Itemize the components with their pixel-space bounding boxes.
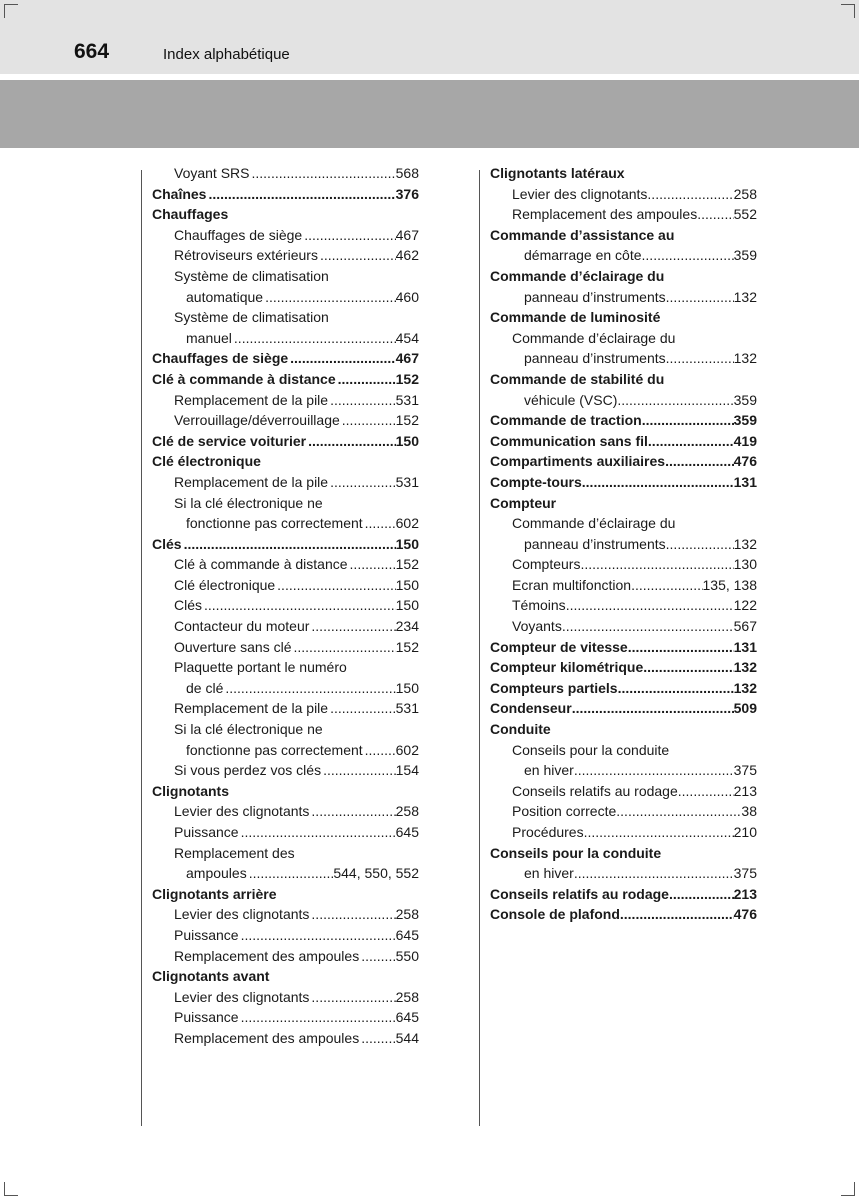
dot-leader xyxy=(562,616,734,637)
index-entry xyxy=(152,493,419,514)
index-entry xyxy=(152,904,419,925)
index-entry xyxy=(490,225,757,246)
page-reference: 476 xyxy=(733,453,757,470)
dot-leader xyxy=(574,863,734,884)
crop-mark xyxy=(854,4,855,18)
index-term: Remplacement de la pile xyxy=(174,700,329,717)
index-term: Levier des clignotants xyxy=(174,803,310,820)
index-entry xyxy=(490,369,757,390)
page-reference: 550 xyxy=(395,947,419,964)
index-term: Clé électronique xyxy=(174,576,276,593)
index-term: Clignotants avant xyxy=(152,968,270,985)
dot-leader xyxy=(275,575,395,596)
index-entry xyxy=(152,843,419,864)
dot-leader xyxy=(620,904,734,925)
page-reference: 258 xyxy=(395,803,419,820)
page-reference: 462 xyxy=(395,247,419,264)
page-reference: 210 xyxy=(733,824,757,840)
page-reference: 130 xyxy=(733,556,757,573)
dot-leader xyxy=(616,801,741,822)
index-entry xyxy=(152,266,419,287)
index-term: véhicule (VSC) xyxy=(524,391,618,408)
index-entry xyxy=(490,616,757,637)
index-entry xyxy=(152,946,419,967)
index-term: Clignotants arrière xyxy=(152,885,277,902)
dot-leader xyxy=(263,287,396,308)
index-term: Commande de traction xyxy=(490,412,642,429)
index-term: Système de climatisation xyxy=(174,267,329,284)
crop-mark xyxy=(841,1195,855,1196)
page-reference: 150 xyxy=(395,679,419,696)
index-term: Conseils pour la conduite xyxy=(490,844,662,861)
page-reference: 152 xyxy=(395,370,419,387)
page-reference: 152 xyxy=(395,556,419,573)
index-term: Commande de stabilité du xyxy=(490,370,665,387)
page-reference: 568 xyxy=(395,165,419,181)
index-term: Levier des clignotants xyxy=(174,988,310,1005)
index-term: Clés xyxy=(174,597,203,614)
index-entry xyxy=(490,328,757,349)
index-term: Plaquette portant le numéro xyxy=(174,659,347,676)
page-reference: 531 xyxy=(395,391,419,408)
index-term: Remplacement des ampoules xyxy=(174,1029,360,1046)
crop-mark xyxy=(854,1182,855,1196)
index-term: Ouverture sans clé xyxy=(174,638,292,655)
index-entry xyxy=(490,719,757,740)
index-term: Compteur de vitesse xyxy=(490,638,628,655)
index-term: Compteurs partiels xyxy=(490,679,618,696)
page-reference: 132 xyxy=(733,679,757,696)
index-entry xyxy=(152,1028,419,1049)
dot-leader xyxy=(359,1028,395,1049)
dot-leader xyxy=(582,472,734,493)
index-entry xyxy=(152,863,419,884)
dot-leader xyxy=(566,595,734,616)
page-reference: 419 xyxy=(733,432,757,449)
dot-leader xyxy=(328,472,396,493)
dot-leader xyxy=(665,451,734,472)
index-entry xyxy=(152,595,419,616)
index-term: Chauffages xyxy=(152,206,229,223)
index-entry xyxy=(152,925,419,946)
index-entry xyxy=(490,678,757,699)
dot-leader xyxy=(309,987,395,1008)
dot-leader xyxy=(309,904,395,925)
dot-leader xyxy=(328,390,396,411)
index-entry xyxy=(152,245,419,266)
index-entry xyxy=(152,657,419,678)
dot-leader xyxy=(250,163,396,184)
page-reference: 132 xyxy=(733,659,757,676)
index-entry xyxy=(490,513,757,534)
page-reference: 376 xyxy=(395,185,419,202)
dot-leader xyxy=(202,595,396,616)
index-entry xyxy=(490,431,757,452)
page-reference: 645 xyxy=(395,926,419,943)
index-entry xyxy=(152,328,419,349)
page-number: 664 xyxy=(74,40,110,63)
index-entry xyxy=(490,307,757,328)
crop-mark xyxy=(4,1195,18,1196)
dot-leader xyxy=(302,225,395,246)
index-entry xyxy=(490,554,757,575)
index-entry xyxy=(152,554,419,575)
page-reference: 531 xyxy=(395,700,419,717)
column-rule-middle xyxy=(479,170,480,1126)
index-entry xyxy=(490,595,757,616)
page-reference: 132 xyxy=(733,350,757,367)
dot-leader xyxy=(288,348,395,369)
index-entry xyxy=(152,822,419,843)
index-term: Contacteur du moteur xyxy=(174,618,310,635)
page-reference: 454 xyxy=(395,329,419,346)
index-term: Conduite xyxy=(490,721,551,738)
index-term: Compteurs xyxy=(512,556,581,573)
index-entry xyxy=(490,657,757,678)
index-term: Levier des clignotants xyxy=(512,185,648,202)
index-entry xyxy=(490,204,757,225)
page-reference: 213 xyxy=(733,885,757,902)
index-term: Chauffages de siège xyxy=(174,226,303,243)
page-reference: 359 xyxy=(733,247,757,264)
index-term: Remplacement des ampoules xyxy=(174,947,360,964)
index-entry xyxy=(152,513,419,534)
dot-leader xyxy=(580,554,733,575)
dot-leader xyxy=(631,575,702,596)
page-reference: 467 xyxy=(395,226,419,243)
index-term: en hiver xyxy=(524,762,574,779)
page-reference: 375 xyxy=(733,762,757,779)
index-entry xyxy=(152,410,419,431)
index-entry xyxy=(152,1007,419,1028)
page-reference: 359 xyxy=(733,412,757,429)
index-entry xyxy=(490,637,757,658)
index-entry xyxy=(490,472,757,493)
index-term: Condenseur xyxy=(490,700,572,717)
index-entry xyxy=(490,348,757,369)
index-entry xyxy=(152,719,419,740)
index-term: Remplacement de la pile xyxy=(174,391,329,408)
index-term: démarrage en côte xyxy=(524,247,642,264)
crop-mark xyxy=(4,1182,5,1196)
dot-leader xyxy=(336,369,396,390)
page-reference: 544, 550, 552 xyxy=(333,865,419,882)
index-entry xyxy=(490,287,757,308)
page-reference: 467 xyxy=(395,350,419,367)
index-entry xyxy=(152,225,419,246)
index-entry xyxy=(490,410,757,431)
page-reference: 38 xyxy=(741,803,757,820)
index-entry xyxy=(152,678,419,699)
dot-leader xyxy=(666,348,734,369)
dot-leader xyxy=(239,1007,396,1028)
index-term: Système de climatisation xyxy=(174,309,329,326)
index-entry xyxy=(152,307,419,328)
index-term: Commande de luminosité xyxy=(490,309,661,326)
index-entry xyxy=(152,801,419,822)
index-term: Remplacement des xyxy=(174,844,295,861)
dot-leader xyxy=(628,637,734,658)
index-term: Remplacement des ampoules xyxy=(512,206,698,223)
index-term: Conseils relatifs au rodage xyxy=(490,885,669,902)
index-entry xyxy=(490,493,757,514)
dot-leader xyxy=(574,760,734,781)
page-reference: 476 xyxy=(733,906,757,923)
page-reference: 132 xyxy=(733,288,757,305)
dot-leader xyxy=(321,760,396,781)
dot-leader xyxy=(669,884,734,905)
page-reference: 258 xyxy=(395,906,419,923)
dot-leader xyxy=(642,245,734,266)
index-term: ampoules xyxy=(186,865,247,882)
dot-leader xyxy=(359,946,395,967)
dot-leader xyxy=(292,637,396,658)
page-reference: 131 xyxy=(733,638,757,655)
index-entry xyxy=(152,287,419,308)
crop-mark xyxy=(841,4,855,5)
index-entry xyxy=(490,266,757,287)
dot-leader xyxy=(678,781,734,802)
index-term: Levier des clignotants xyxy=(174,906,310,923)
index-term: de clé xyxy=(186,679,224,696)
index-entry xyxy=(152,369,419,390)
index-entry xyxy=(490,451,757,472)
index-entry xyxy=(152,616,419,637)
dot-leader xyxy=(363,740,396,761)
index-term: Clé à commande à distance xyxy=(174,556,348,573)
index-entry xyxy=(490,822,757,843)
page-reference: 531 xyxy=(395,473,419,490)
index-term: Verrouillage/déverrouillage xyxy=(174,412,340,429)
index-entry xyxy=(490,843,757,864)
dot-leader xyxy=(306,431,396,452)
index-entry xyxy=(490,740,757,761)
page-reference: 213 xyxy=(733,782,757,799)
dot-leader xyxy=(247,863,334,884)
index-term: panneau d’instruments. xyxy=(524,288,670,305)
dot-leader xyxy=(348,554,396,575)
index-entry xyxy=(490,781,757,802)
dot-leader xyxy=(617,390,733,411)
page-reference: 544 xyxy=(395,1029,419,1046)
index-term: Chaînes xyxy=(152,185,207,202)
page-reference: 152 xyxy=(395,638,419,655)
index-entry xyxy=(490,884,757,905)
dot-leader xyxy=(572,698,734,719)
index-entry xyxy=(152,431,419,452)
page-reference: 645 xyxy=(395,824,419,840)
index-entry xyxy=(152,740,419,761)
index-term: Console de plafond xyxy=(490,906,620,923)
dot-leader xyxy=(309,801,395,822)
index-term: Clignotants xyxy=(152,782,229,799)
index-entry xyxy=(152,575,419,596)
page-reference: 375 xyxy=(733,865,757,882)
dot-leader xyxy=(206,184,395,205)
index-term: Ecran multifonction xyxy=(512,576,632,593)
index-term: fonctionne pas correctement xyxy=(186,741,363,758)
dot-leader xyxy=(670,287,734,308)
page-reference: 135, 138 xyxy=(702,576,757,593)
index-entry xyxy=(490,801,757,822)
index-term: Clé à commande à distance xyxy=(152,370,336,387)
index-term: Voyant SRS xyxy=(174,165,250,181)
page-reference: 460 xyxy=(395,288,419,305)
page-reference: 132 xyxy=(733,535,757,552)
index-term: Remplacement de la pile xyxy=(174,473,329,490)
index-term: Puissance xyxy=(174,824,239,840)
page-reference: 150 xyxy=(395,535,419,552)
dot-leader xyxy=(697,204,733,225)
page-reference: 258 xyxy=(733,185,757,202)
index-entry xyxy=(490,760,757,781)
index-entry xyxy=(490,534,757,555)
index-entry xyxy=(152,390,419,411)
index-entry xyxy=(152,760,419,781)
dot-leader xyxy=(618,678,734,699)
page-reference: 150 xyxy=(395,576,419,593)
page-reference: 359 xyxy=(733,391,757,408)
index-entry xyxy=(490,184,757,205)
index-term: Chauffages de siège xyxy=(152,350,289,367)
index-term: automatique xyxy=(186,288,264,305)
index-entry xyxy=(490,863,757,884)
index-term: Rétroviseurs extérieurs xyxy=(174,247,318,264)
dot-leader xyxy=(643,657,733,678)
dot-leader xyxy=(648,431,734,452)
index-entry xyxy=(490,698,757,719)
page-reference: 602 xyxy=(395,741,419,758)
index-entry xyxy=(152,987,419,1008)
dot-leader xyxy=(223,678,395,699)
index-entry xyxy=(152,698,419,719)
index-term: Clignotants latéraux xyxy=(490,165,625,181)
index-term: Conseils pour la conduite xyxy=(512,741,670,758)
index-entry xyxy=(152,348,419,369)
page-reference: 602 xyxy=(395,515,419,532)
index-entry xyxy=(490,575,757,596)
dot-leader xyxy=(340,410,396,431)
dot-leader xyxy=(584,822,734,843)
dot-leader xyxy=(647,184,733,205)
dot-leader xyxy=(318,245,396,266)
index-term: Position correcte xyxy=(512,803,617,820)
dot-leader xyxy=(182,534,396,555)
page-reference: 567 xyxy=(733,618,757,635)
index-term: Puissance xyxy=(174,1009,239,1026)
index-term: fonctionne pas correctement xyxy=(186,515,363,532)
index-entry xyxy=(152,534,419,555)
index-term: en hiver xyxy=(524,865,574,882)
dot-leader xyxy=(309,616,395,637)
page-reference: 154 xyxy=(395,762,419,779)
page-reference: 234 xyxy=(395,618,419,635)
index-entry xyxy=(152,781,419,802)
index-term: Clés xyxy=(152,535,182,552)
page-reference: 150 xyxy=(395,597,419,614)
index-entry xyxy=(152,451,419,472)
index-term: Conseils relatifs au rodage xyxy=(512,782,678,799)
index-entry xyxy=(490,245,757,266)
index-term: Commande d’éclairage du xyxy=(512,329,676,346)
crop-mark xyxy=(4,4,5,18)
dot-leader xyxy=(239,822,396,843)
section-band xyxy=(0,80,859,148)
page-reference: 645 xyxy=(395,1009,419,1026)
index-entry xyxy=(152,966,419,987)
page-reference: 122 xyxy=(733,597,757,614)
index-term: Si la clé électronique ne xyxy=(174,721,323,738)
index-column-left xyxy=(152,163,419,1049)
index-entry xyxy=(152,637,419,658)
dot-leader xyxy=(232,328,396,349)
index-term: Clé de service voiturier xyxy=(152,432,307,449)
index-entry xyxy=(152,884,419,905)
index-term: panneau d’instruments xyxy=(524,535,666,552)
index-term: manuel xyxy=(186,329,232,346)
index-term: Commande d’assistance au xyxy=(490,226,675,243)
dot-leader xyxy=(239,925,396,946)
page-reference: 152 xyxy=(395,412,419,429)
index-term: Puissance xyxy=(174,926,239,943)
column-rule-left xyxy=(141,170,142,1126)
index-term: Compte-tours xyxy=(490,473,582,490)
dot-leader xyxy=(666,534,734,555)
page-title: Index alphabétique xyxy=(163,46,290,63)
page-reference: 552 xyxy=(733,206,757,223)
index-term: Si la clé électronique ne xyxy=(174,494,323,511)
index-term: Si vous perdez vos clés xyxy=(174,762,322,779)
index-term: panneau d’instruments xyxy=(524,350,666,367)
header-band xyxy=(0,0,859,74)
crop-mark xyxy=(4,4,18,5)
index-entry xyxy=(152,472,419,493)
page-reference: 258 xyxy=(395,988,419,1005)
index-term: Voyants xyxy=(512,618,562,635)
index-term: Communication sans fil xyxy=(490,432,648,449)
page-reference: 131 xyxy=(733,473,757,490)
dot-leader xyxy=(328,698,396,719)
index-entry xyxy=(152,163,419,184)
index-entry xyxy=(490,904,757,925)
index-term: Compteur xyxy=(490,494,557,511)
page-reference: 150 xyxy=(395,432,419,449)
dot-leader xyxy=(642,410,734,431)
index-entry xyxy=(152,204,419,225)
index-column-right xyxy=(490,163,757,925)
index-term: Compartiments auxiliaires xyxy=(490,453,666,470)
index-entry xyxy=(490,390,757,411)
index-term: Témoins xyxy=(512,597,566,614)
page-reference: 509 xyxy=(733,700,757,717)
index-term: Commande d’éclairage du xyxy=(512,515,676,532)
dot-leader xyxy=(363,513,396,534)
index-term: Procédures xyxy=(512,824,584,840)
index-entry xyxy=(152,184,419,205)
index-term: Clé électronique xyxy=(152,453,261,470)
index-entry xyxy=(490,163,757,184)
index-term: Commande d’éclairage du xyxy=(490,267,665,284)
index-term: Compteur kilométrique xyxy=(490,659,644,676)
